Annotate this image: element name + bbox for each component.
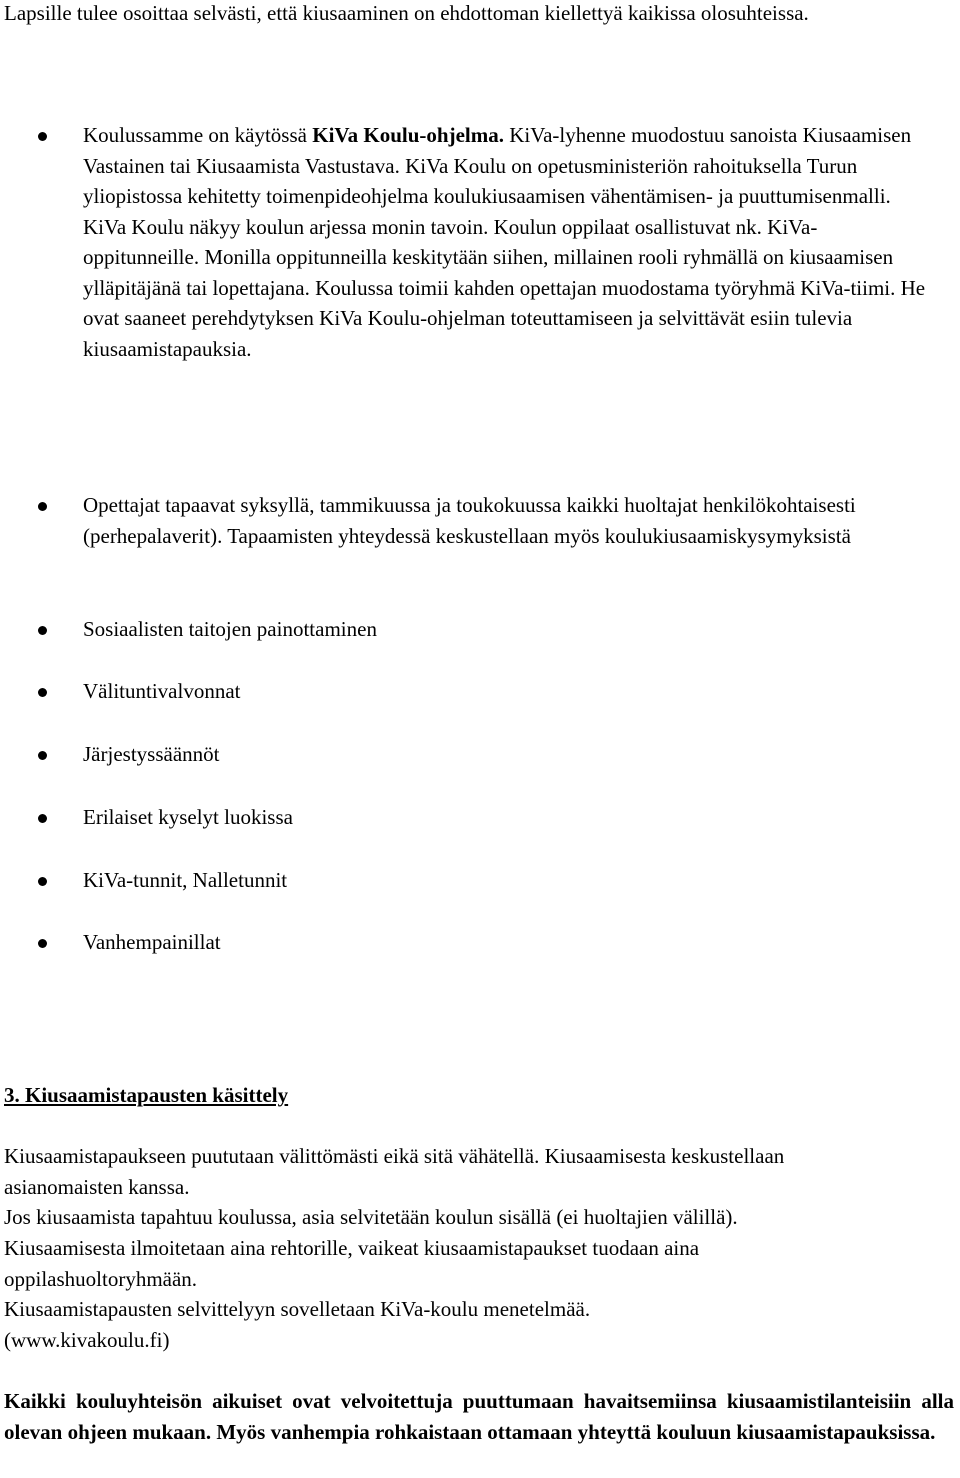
list-item-text: Järjestyssäännöt <box>83 742 220 766</box>
bullet-icon <box>38 502 47 511</box>
list-item-text: Sosiaalisten taitojen painottaminen <box>83 617 377 641</box>
list-item-text-rest: KiVa-lyhenne muodostuu sanoista Kiusaamisen Vastainen tai Kiusaamista Vastustava. KiVa Koulu on opetusministeriön rahoituksella Turun yliopistossa kehitetty toimenpideohjelma koulukiusaamisen vähentämisen- ja puuttumisenmalli. KiVa Koulu näkyy koulun arjessa monin tavoin. Koulun oppilaat osallistuvat nk. KiVa- oppitunneille. Monilla oppitunneilla keskitytään siihen, millainen rooli ryhmällä on kiusaamisen ylläpitäjänä tai lopettajana. Koulussa toimii kahden opettajan muodostama työryhmä KiVa-tiimi. He ovat saaneet perehdytyksen KiVa Koulu-ohjelman toteuttamiseen ja selvittävät esiin tulevia kiusaamistapauksia. <box>83 123 926 361</box>
list-item-text <box>83 120 933 364</box>
section-paragraph: Jos kiusaamista tapahtuu koulussa, asia selvitetään koulun sisällä (ei huoltajien välillä). <box>4 1205 738 1229</box>
bullet-icon <box>38 939 47 948</box>
bullet-icon <box>38 626 47 635</box>
list-item-text: Vanhempainillat <box>83 930 221 954</box>
section-heading: 3. Kiusaamistapausten käsittely <box>4 1083 289 1107</box>
kiva-program-name: KiVa Koulu-ohjelma. <box>312 123 504 147</box>
website-reference: (www.kivakoulu.fi) <box>4 1328 170 1352</box>
list-item-text-lead: Koulussamme on käytössä <box>83 123 313 147</box>
intro-paragraph: Lapsille tulee osoittaa selvästi, että kiusaaminen on ehdottoman kiellettyä kaikissa olosuhteissa. <box>4 1 809 25</box>
section-paragraph: Kiusaamistapaukseen puututaan välittömästi eikä sitä vähätellä. Kiusaamisesta keskustellaan asianomaisten kanssa. <box>4 1144 785 1199</box>
list-item-text: Välituntivalvonnat <box>83 679 241 703</box>
bullet-icon <box>38 132 47 141</box>
list-item-text: Opettajat tapaavat syksyllä, tammikuussa ja toukokuussa kaikki huoltajat henkilökohtaisesti (perhepalaverit). Tapaamisten yhteydessä keskustellaan myös koulukiusaamiskysymyksistä <box>83 493 856 548</box>
bullet-icon <box>38 877 47 886</box>
section-paragraph: Kiusaamisesta ilmoitetaan aina rehtorille, vaikeat kiusaamistapaukset tuodaan aina oppilashuoltoryhmään. <box>4 1236 700 1291</box>
bullet-icon <box>38 814 47 823</box>
bullet-icon <box>38 751 47 760</box>
bullet-icon <box>38 688 47 697</box>
closing-paragraph: Kaikki kouluyhteisön aikuiset ovat velvoitettuja puuttumaan havaitsemiinsa kiusaamistilanteisiin alla olevan ohjeen mukaan. Myös vanhempia rohkaistaan ottamaan yhteyttä kouluun kiusaamistapauksissa. <box>4 1389 954 1444</box>
list-item-text: Erilaiset kyselyt luokissa <box>83 805 293 829</box>
list-item-text: KiVa-tunnit, Nalletunnit <box>83 868 288 892</box>
section-paragraph: Kiusaamistapausten selvittelyyn sovelletaan KiVa-koulu menetelmää. <box>4 1297 591 1321</box>
